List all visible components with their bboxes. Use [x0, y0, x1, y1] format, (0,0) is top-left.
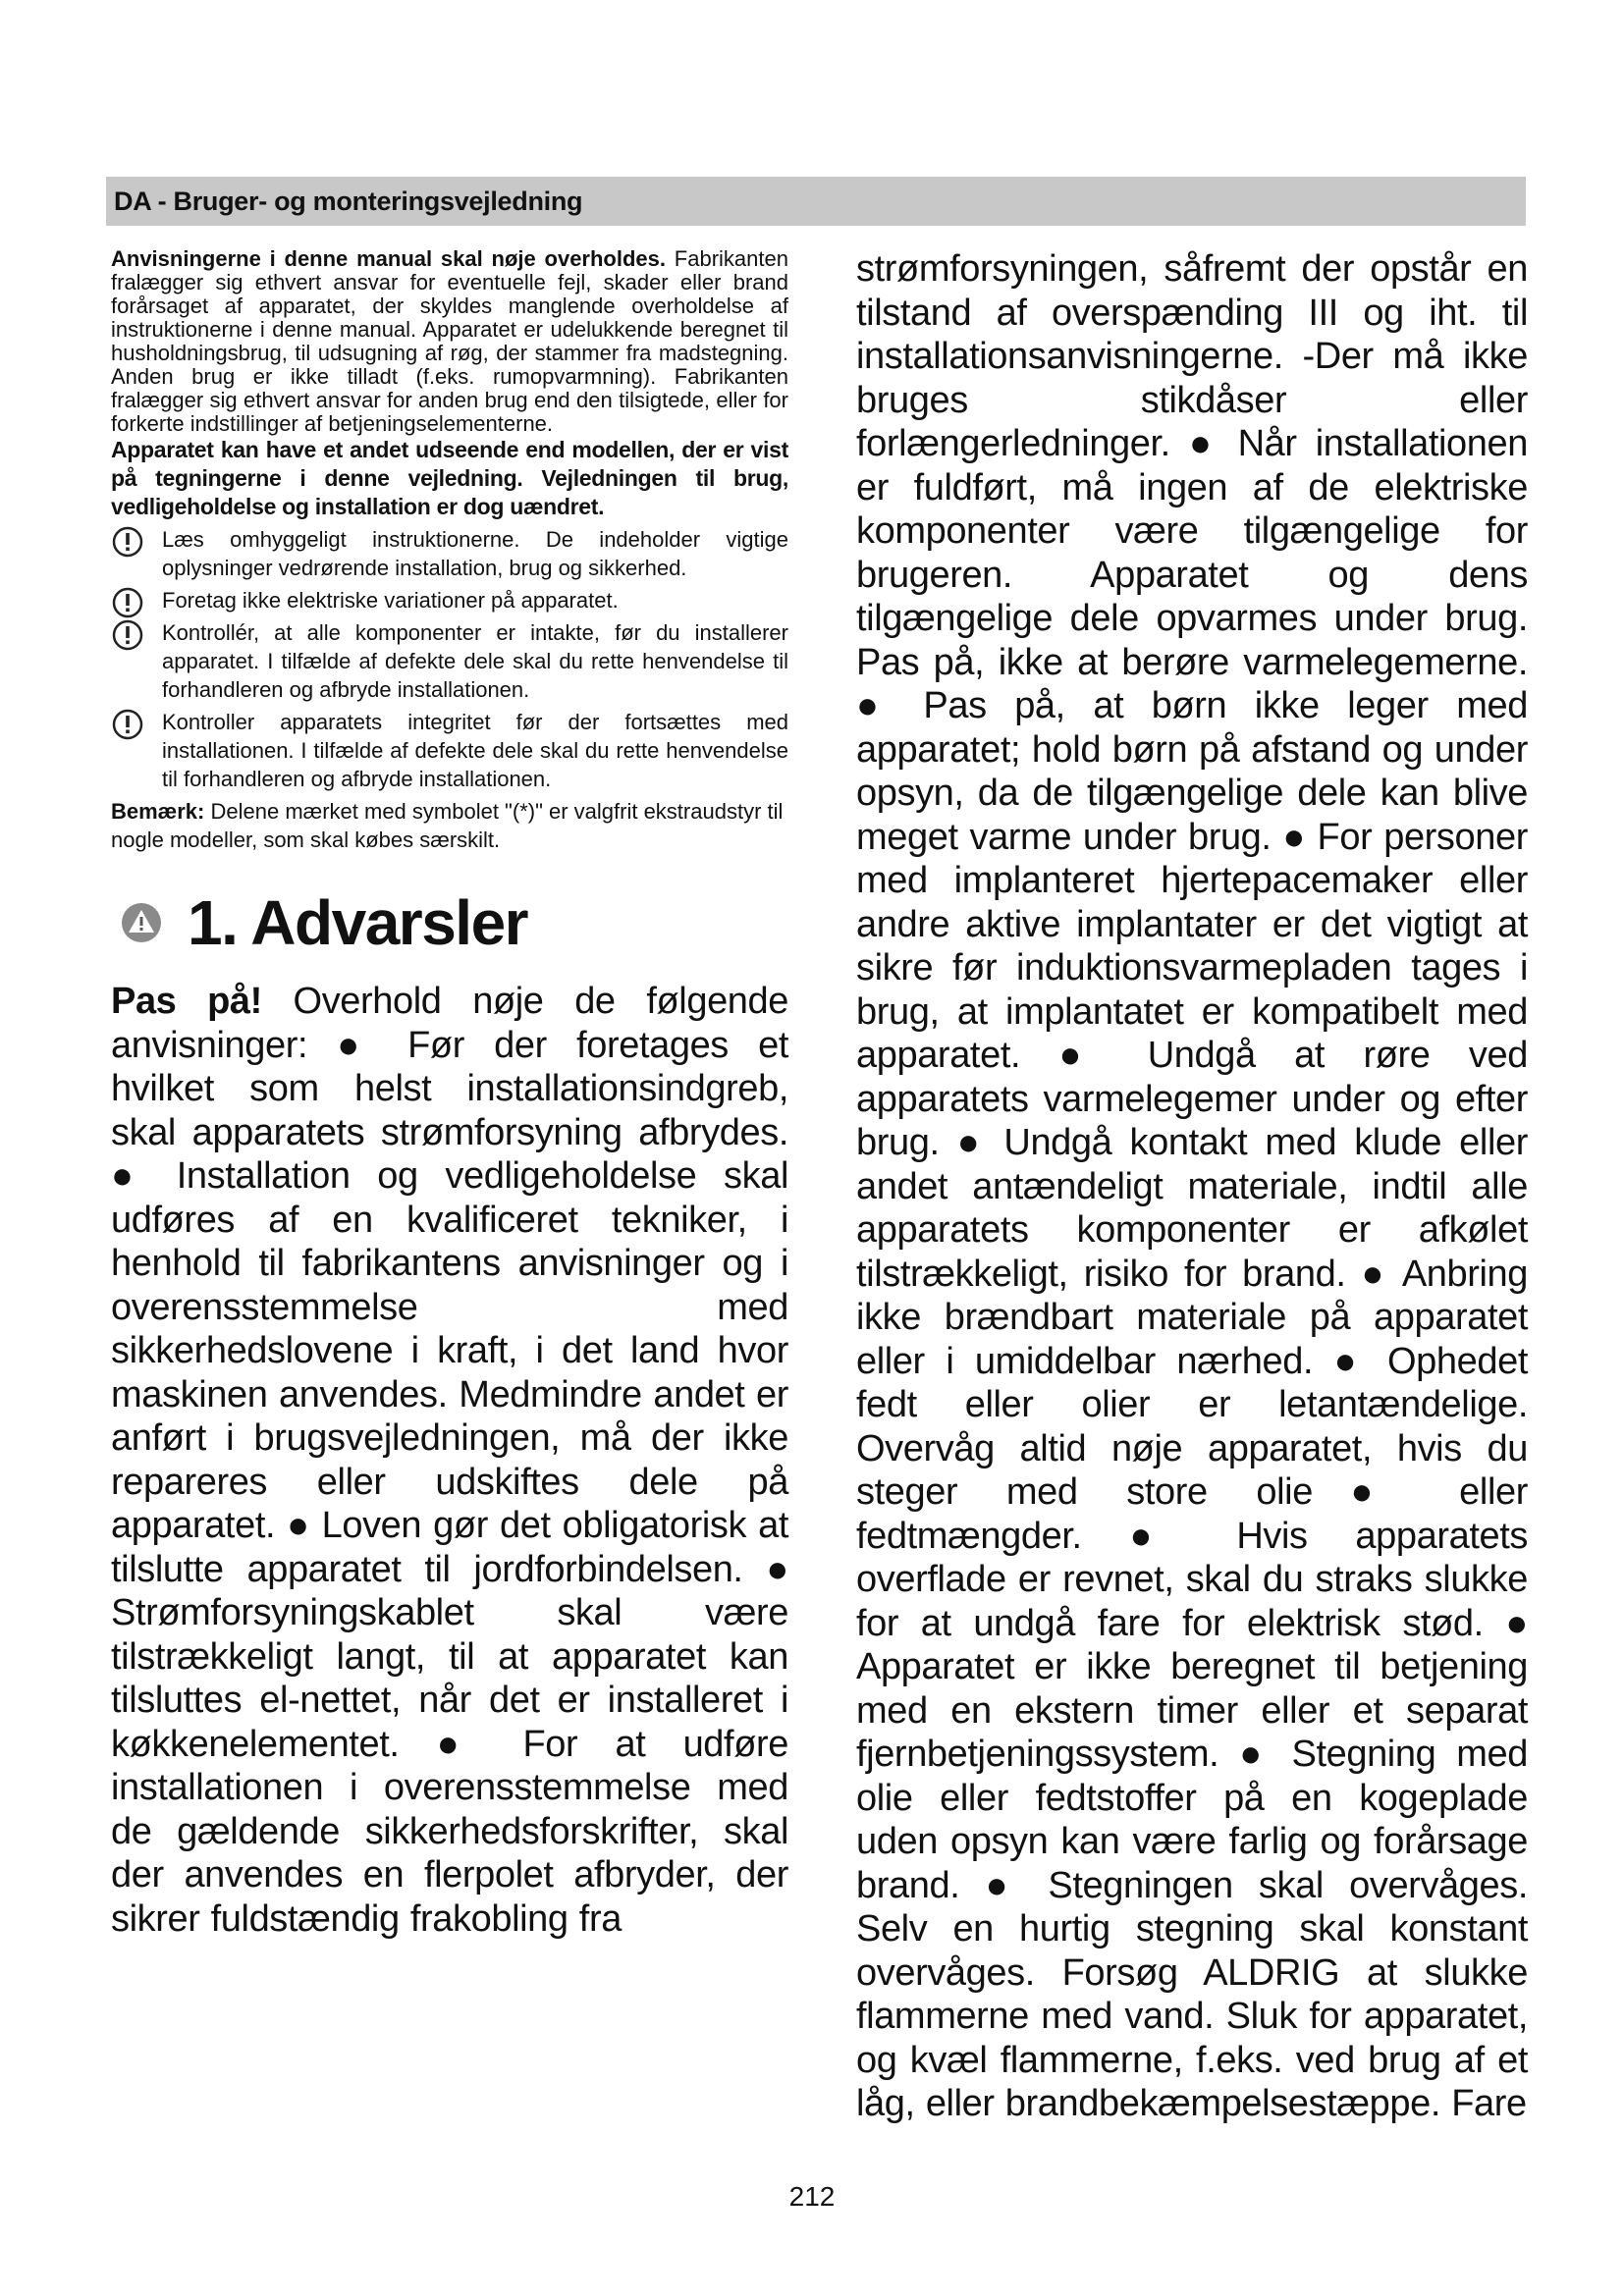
caution-icon [111, 586, 144, 619]
warning-triangle-icon [121, 902, 162, 943]
warning-text: Foretag ikke elektriske variationer på apparatet. [162, 588, 619, 613]
caution-icon [111, 618, 144, 652]
warning-text: Kontroller apparatets integritet før der fortsættes med installationen. I tilfælde af defekte dele skal du rette henvendelse til forhandleren og afbryde installationen. [162, 710, 788, 791]
intro-text: Fabrikanten fralægger sig ethvert ansvar for eventuelle fejl, skader eller brand forårsaget af apparatet, der skyldes manglende overholdelse af instruktionerne i denne manual. Apparatet er udelukkende beregnet til husholdningsbrug, til udsugning af røg, der stammer fra madstegning. Anden brug er ikke tilladt (f.eks. rumopvarmning). Fabrikanten fralægger sig ethvert ansvar for anden brug end den tilsigtede, eller for forkerte indstillinger af betjeningselementerne. [111, 246, 788, 436]
warning-text: Læs omhyggeligt instruktionerne. De indeholder vigtige oplysninger vedrørende installation, brug og sikkerhed. [162, 527, 788, 580]
advarsler-text-right: strømforsyningen, såfremt der opstår en tilstand af overspænding III og iht. til installationsanvisningerne. -Der må ikke bruges stikdåser eller forlængerledninger. ● Når installationen er fuldført, må ingen af de elektriske komponenter være tilgængelige for brugeren. Apparatet og dens tilgængelige dele opvarmes under brug. Pas på, ikke at berøre varmelegemerne. ● Pas på, at børn ikke leger med apparatet; hold børn på afstand og under opsyn, da de tilgængelige dele kan blive meget varme under brug. ● For personer med implanteret hjertepacemaker eller andre aktive implantater er det vigtigt at sikre før induktionsvarmepladen tages i brug, at implantatet er kompatibelt med apparatet. ● Undgå at røre ved apparatets varmelegemer under og efter brug. ● Undgå kontakt med klude eller andet antændeligt materiale, indtil alle apparatets komponenter er afkølet tilstrækkeligt, risiko for brand. ● Anbring ikke brændbart materiale på apparatet eller i umiddelbar nærhed. ● Ophedet fedt eller olier er letantændelige. Overvåg altid nøje apparatet, hvis du steger med store olie● eller fedtmængder. ● Hvis apparatets overflade er revnet, skal du straks slukke for at undgå fare for elektrisk stød. ● Apparatet er ikke beregnet til betjening med en ekstern timer eller et separat fjernbetjeningssystem. ● Stegning med olie eller fedtstoffer på en kogeplade uden opsyn kan være farlig og forårsage brand. ● Stegningen skal overvåges. Selv en hurtig stegning skal konstant overvåges. Forsøg ALDRIG at slukke flammerne med vand. Sluk for apparatet, og kvæl flammerne, f.eks. ved brug af et låg, eller brandbekæmpelsestæppe. Fare [856, 248, 1528, 2124]
caution-icon [111, 525, 144, 559]
intro-bold-lead: Anvisningerne i denne manual skal nøje overholdes. [111, 246, 666, 271]
intro-paragraph [111, 247, 788, 436]
page-number: 212 [788, 2181, 836, 2212]
note-label: Bemærk: [111, 799, 205, 824]
right-column [856, 247, 1528, 2126]
caution-icon [111, 708, 144, 741]
section-title: 1. Advarsler [188, 887, 528, 958]
warning-text: Kontrollér, at alle komponenter er intakte, før du installerer apparatet. I tilfælde af defekte dele skal du rette henvendelse til forhandleren og afbryde installationen. [162, 620, 788, 702]
warning-item [111, 618, 788, 704]
left-column [111, 247, 788, 1941]
appearance-note: Apparatet kan have et andet udseende end modellen, der er vist på tegningerne i denne vejledning. Vejledningen til brug, vedligeholdelse og installation er dog uændret. [111, 437, 788, 519]
advarsler-left-body: Overhold nøje de følgende anvisninger: ● Før der foretages et hvilket som helst installationsindgreb, skal apparatets strømforsyning afbrydes. ● Installation og vedligeholdelse skal udføres af en kvalificeret tekniker, i henhold til fabrikantens anvisninger og i overensstemmelse med sikkerhedslovene i kraft, i det land hvor maskinen anvendes. Medmindre andet er anført i brugsvejledningen, må der ikke repareres eller udskiftes dele på apparatet. ● Loven gør det obligatorisk at tilslutte apparatet til jordforbindelsen. ● Strømforsyningskablet skal være tilstrækkeligt langt, til at apparatet kan tilsluttes el-nettet, når det er installeret i køkkenelementet. ● For at udføre installationen i overensstemmelse med de gældende sikkerhedsforskrifter, skal der anvendes en flerpolet afbryder, der sikrer fuldstændig frakobling fra [111, 981, 789, 1940]
caution-lead: Pas på! [111, 981, 262, 1022]
optional-parts-note [111, 797, 788, 854]
warning-item [111, 708, 788, 793]
warning-item [111, 586, 788, 614]
advarsler-text-left [111, 980, 788, 1941]
note-text: Delene mærket med symbolet "(*)" er valgfrit ekstraudstyr til nogle modeller, som skal købes særskilt. [111, 799, 784, 852]
header-bar [106, 177, 1526, 226]
document-title: DA - Bruger- og monteringsvejledning [114, 187, 583, 216]
section-heading [111, 883, 788, 962]
warning-item [111, 525, 788, 582]
